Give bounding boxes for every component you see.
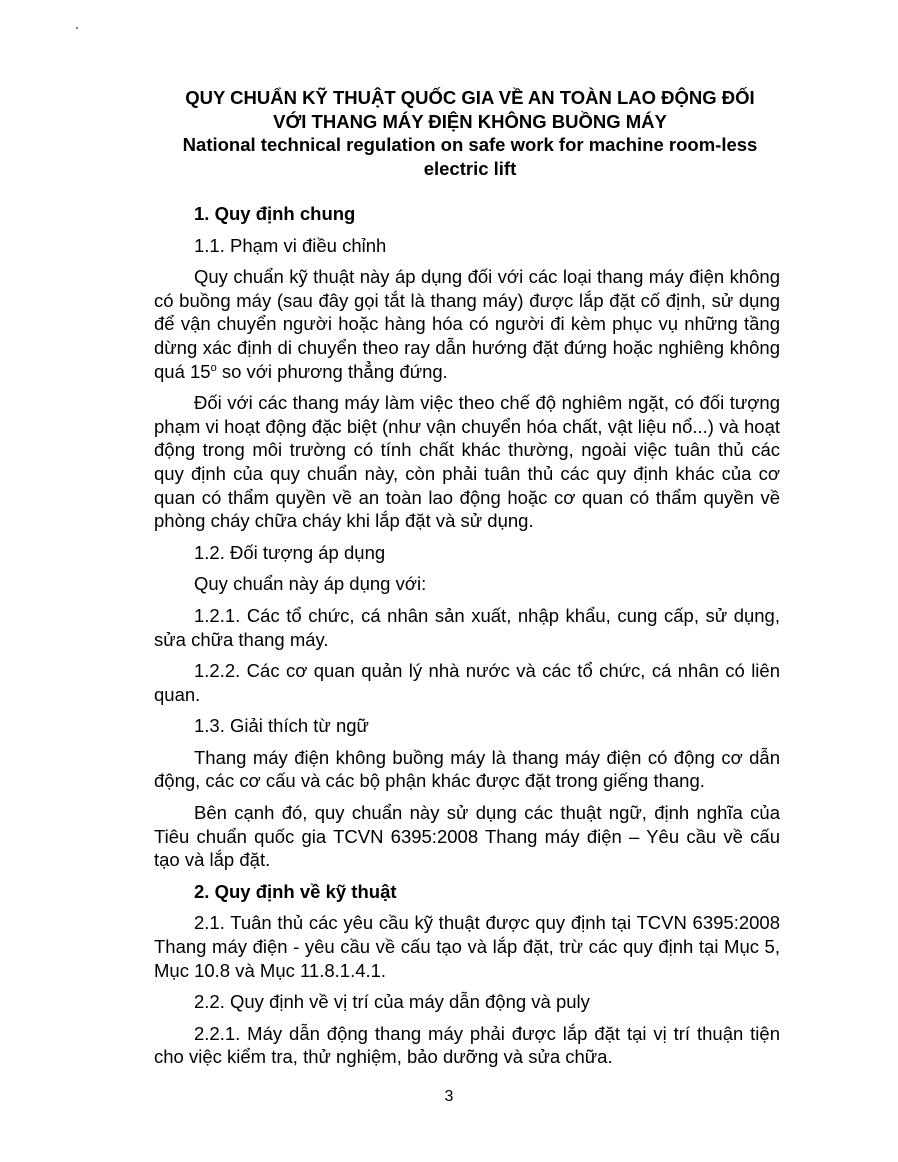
section-1-1-paragraph-1 xyxy=(154,265,780,383)
title-english-line-2: electric lift xyxy=(423,157,517,179)
section-2-2-1: 2.2.1. Máy dẫn động thang máy phải được lắp đặt tại vị trí thuận tiện cho việc kiểm tra, thử nghiệm, bảo dưỡng và sửa chữa. xyxy=(154,1022,780,1068)
section-1-3-heading: 1.3. Giải thích từ ngữ xyxy=(194,715,369,737)
section-1-heading: 1. Quy định chung xyxy=(194,203,356,224)
section-2-2-heading: 2.2. Quy định về vị trí của máy dẫn động và puly xyxy=(194,991,590,1013)
document-title xyxy=(130,86,810,180)
paragraph-text-continued: so với phương thẳng đứng. xyxy=(216,360,448,382)
section-1-2-intro: Quy chuẩn này áp dụng với: xyxy=(194,573,427,595)
section-1-3-paragraph-1: Thang máy điện không buồng máy là thang máy điện có động cơ dẫn động, các cơ cấu và các bộ phận khác được đặt trong giếng thang. xyxy=(154,746,780,792)
title-vietnamese-line-1: QUY CHUẨN KỸ THUẬT QUỐC GIA VỀ AN TOÀN LAO ĐỘNG ĐỐI xyxy=(185,87,755,108)
section-2-1: 2.1. Tuân thủ các yêu cầu kỹ thuật được quy định tại TCVN 6395:2008 Thang máy điện - yêu cầu về cấu tạo và lắp đặt, trừ các quy định tại Mục 5, Mục 10.8 và Mục 11.8.1.4.1. xyxy=(154,912,780,981)
scan-speck xyxy=(76,27,78,29)
title-english-line-1: National technical regulation on safe work for machine room-less xyxy=(182,134,758,155)
document-body xyxy=(154,202,780,1077)
section-1-2-2: 1.2.2. Các cơ quan quản lý nhà nước và các tổ chức, cá nhân có liên quan. xyxy=(154,660,780,705)
degree-superscript: o xyxy=(210,361,217,374)
section-1-2-heading: 1.2. Đối tượng áp dụng xyxy=(194,541,386,563)
section-1-2-1: 1.2.1. Các tổ chức, cá nhân sản xuất, nhập khẩu, cung cấp, sử dụng, sửa chữa thang máy. xyxy=(154,604,780,650)
title-vietnamese-line-2: VỚI THANG MÁY ĐIỆN KHÔNG BUỒNG MÁY xyxy=(273,110,667,132)
page-number: 3 xyxy=(444,1088,454,1105)
section-2-heading: 2. Quy định về kỹ thuật xyxy=(194,880,397,902)
section-1-1-heading: 1.1. Phạm vi điều chỉnh xyxy=(194,234,387,256)
section-1-3-paragraph-2: Bên cạnh đó, quy chuẩn này sử dụng các thuật ngữ, định nghĩa của Tiêu chuẩn quốc gia TCVN 6395:2008 Thang máy điện – Yêu cầu về cấu tạo và lắp đặt. xyxy=(154,802,780,871)
section-1-1-paragraph-2: Đối với các thang máy làm việc theo chế độ nghiêm ngặt, có đối tượng phạm vi hoạt động đặc biệt (như vận chuyển hóa chất, vật liệu nổ...) và hoạt động trong môi trường có tính chất khác thường, ngoài việc tuân thủ các quy định của quy chuẩn này, còn phải tuân thủ các quy định khác của cơ quan có thẩm quyền về an toàn lao động hoặc cơ quan có thẩm quyền về phòng cháy chữa cháy khi lắp đặt và sử dụng. xyxy=(154,392,780,532)
paragraph-text: Quy chuẩn kỹ thuật này áp dụng đối với các loại thang máy điện không có buồng máy (sau đây gọi tắt là thang máy) được lắp đặt cố định, sử dụng để vận chuyển người hoặc hàng hóa có người đi kèm phục vụ những tầng dừng xác định di chuyển theo ray dẫn hướng đặt đứng hoặc nghiêng không quá 15 xyxy=(154,266,780,382)
